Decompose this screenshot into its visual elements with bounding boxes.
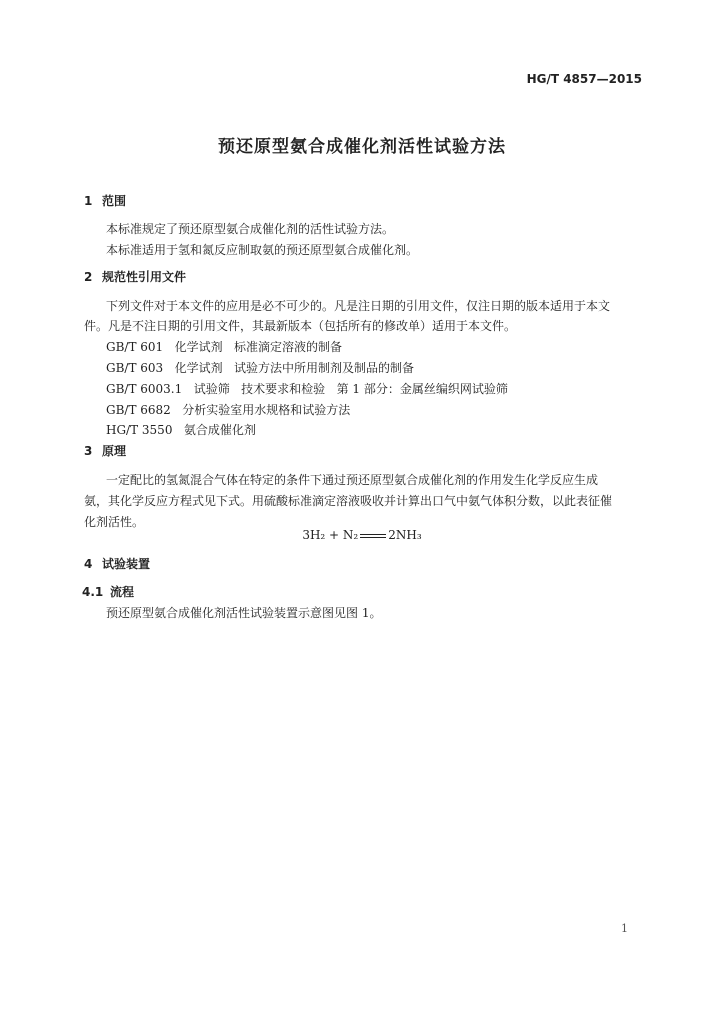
section-title: 范围 bbox=[102, 194, 127, 208]
section-2-heading bbox=[84, 268, 186, 285]
subsection-number: 4.1 bbox=[82, 585, 104, 599]
section-title: 规范性引用文件 bbox=[102, 270, 187, 284]
section-1-heading bbox=[84, 192, 126, 209]
section-3-line-3: 化剂活性。 bbox=[84, 515, 145, 529]
subsection-title: 流程 bbox=[110, 585, 135, 599]
section-number: 4 bbox=[84, 557, 93, 571]
reference-item: GB/T 6003.1 试验筛 技术要求和检验 第 1 部分：金属丝编织网试验筛 bbox=[106, 382, 508, 396]
subsection-4-1-line: 预还原型氨合成催化剂活性试验装置示意图见图 1。 bbox=[106, 606, 382, 620]
reference-item: HG/T 3550 氨合成催化剂 bbox=[106, 423, 256, 437]
equation-reactants: 3H₂ + N₂ bbox=[302, 528, 359, 542]
section-4-heading bbox=[84, 555, 150, 572]
section-2-intro-line-2: 件。凡是不注日期的引用文件，其最新版本（包括所有的修改单）适用于本文件。 bbox=[84, 319, 517, 333]
page-title: 预还原型氨合成催化剂活性试验方法 bbox=[218, 137, 506, 157]
equation-arrow bbox=[360, 534, 386, 538]
section-number: 3 bbox=[84, 444, 93, 458]
page-number: 1 bbox=[621, 922, 628, 935]
section-3-line-2: 氨，其化学反应方程式见下式。用硫酸标准滴定溶液吸收并计算出口气中氨气体积分数，以此表征催 bbox=[84, 494, 613, 508]
section-3-heading bbox=[84, 442, 126, 459]
section-1-line-2: 本标准适用于氢和氮反应制取氨的预还原型氨合成催化剂。 bbox=[106, 243, 419, 257]
section-title: 试验装置 bbox=[102, 557, 151, 571]
equation-products: 2NH₃ bbox=[388, 528, 422, 542]
reference-item: GB/T 6682 分析实验室用水规格和试验方法 bbox=[106, 403, 351, 417]
section-2-intro-line-1: 下列文件对于本文件的应用是必不可少的。凡是注日期的引用文件，仅注日期的版本适用于本文 bbox=[106, 299, 611, 313]
section-1-line-1: 本标准规定了预还原型氨合成催化剂的活性试验方法。 bbox=[106, 222, 395, 236]
section-number: 2 bbox=[84, 270, 93, 284]
reference-item: GB/T 601 化学试剂 标准滴定溶液的制备 bbox=[106, 340, 343, 354]
section-number: 1 bbox=[84, 194, 93, 208]
subsection-4-1-heading bbox=[82, 583, 134, 600]
document-code: HG/T 4857—2015 bbox=[526, 72, 642, 86]
reference-item: GB/T 603 化学试剂 试验方法中所用制剂及制品的制备 bbox=[106, 361, 415, 375]
chemical-equation bbox=[0, 528, 724, 542]
section-3-line-1: 一定配比的氢氮混合气体在特定的条件下通过预还原型氨合成催化剂的作用发生化学反应生成 bbox=[106, 473, 599, 487]
section-title: 原理 bbox=[102, 444, 127, 458]
